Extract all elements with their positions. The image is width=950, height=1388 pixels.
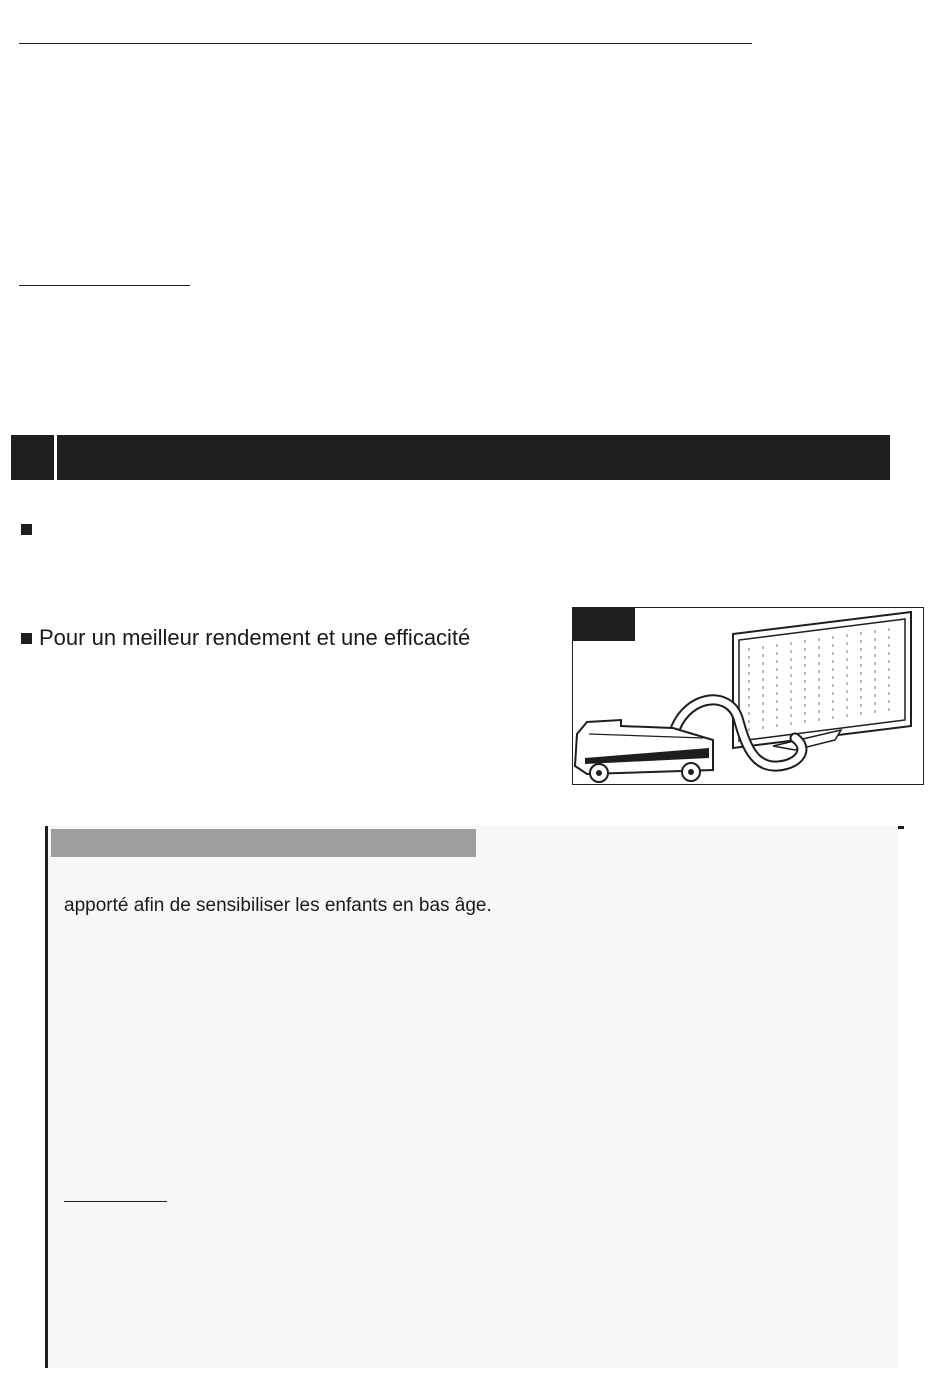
- bullet-square-icon: [21, 633, 32, 644]
- section-number-block: [11, 435, 54, 480]
- vacuum-cleaner-icon: [575, 720, 713, 782]
- warning-subheading-underline: [64, 1201, 167, 1202]
- bullet-item-text: Pour un meilleur rendement et une efficacité: [39, 625, 471, 650]
- warning-text: apporté afin de sensibiliser les enfants en bas âge.: [64, 895, 492, 916]
- section-title-block: [57, 435, 890, 480]
- warning-box: [45, 826, 898, 1368]
- vacuum-radiator-figure: [572, 607, 924, 785]
- section-heading-underline: [19, 285, 190, 286]
- section-header-bar: [11, 435, 890, 480]
- radiator-icon: [733, 612, 911, 750]
- top-divider-rule: [19, 43, 752, 44]
- bullet-square-icon: [21, 524, 32, 535]
- figure-label-tag: [573, 608, 635, 641]
- warning-header-bar: [51, 829, 476, 857]
